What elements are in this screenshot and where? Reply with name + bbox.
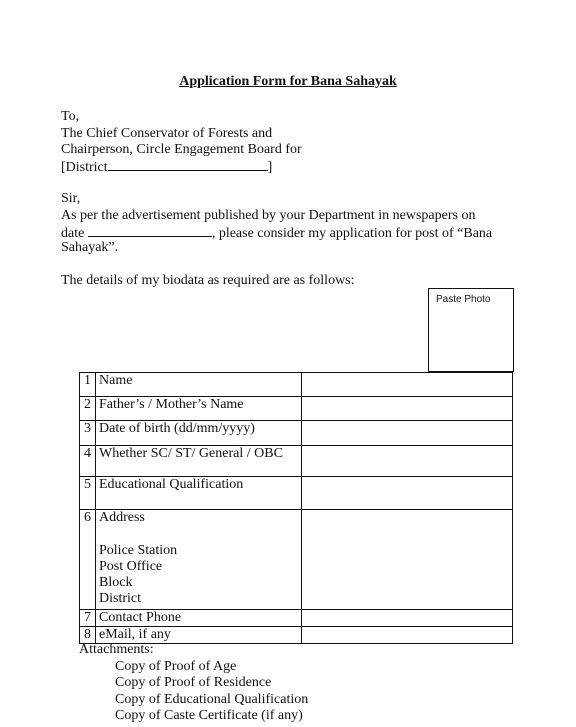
row-label: Educational Qualification xyxy=(96,477,302,510)
address-label: Address xyxy=(99,510,145,525)
dob-value-cell[interactable] xyxy=(302,421,513,446)
table-row xyxy=(80,397,513,421)
list-item: Copy of Proof of Age xyxy=(115,658,237,674)
table-row xyxy=(80,510,513,610)
row-number: 1 xyxy=(80,373,96,397)
qualification-value-cell[interactable] xyxy=(302,477,513,510)
address-to: To, xyxy=(61,109,80,124)
district-prefix: [District xyxy=(61,160,108,175)
table-row xyxy=(80,446,513,477)
body-date-line xyxy=(61,224,492,242)
row-label: Father’s / Mother’s Name xyxy=(96,397,302,421)
paste-photo-box[interactable] xyxy=(428,288,514,372)
district-blank[interactable] xyxy=(108,158,268,171)
post-office-label: Post Office xyxy=(99,559,163,574)
table-row xyxy=(80,373,513,397)
district-suffix: ] xyxy=(267,160,273,175)
row-number: 2 xyxy=(80,397,96,421)
body-line-3: Sahayak”. xyxy=(61,240,119,255)
table-row xyxy=(80,610,513,627)
category-value-cell[interactable] xyxy=(302,446,513,477)
phone-value-cell[interactable] xyxy=(302,610,513,627)
parent-name-value-cell[interactable] xyxy=(302,397,513,421)
date-prefix: date xyxy=(61,226,85,241)
details-intro: The details of my biodata as required are as follows: xyxy=(61,273,355,288)
row-number: 3 xyxy=(80,421,96,446)
salutation: Sir, xyxy=(61,191,81,206)
row-number: 6 xyxy=(80,510,96,610)
attachments-heading: Attachments: xyxy=(79,642,154,657)
row-label: Contact Phone xyxy=(96,610,302,627)
date-blank[interactable] xyxy=(88,224,212,237)
date-suffix: , please consider my application for post of “Bana xyxy=(211,226,493,241)
row-number: 7 xyxy=(80,610,96,627)
row-label: Date of birth (dd/mm/yyyy) xyxy=(96,421,302,446)
row-number: 4 xyxy=(80,446,96,477)
address-line-2: Chairperson, Circle Engagement Board for xyxy=(61,142,302,157)
table-row xyxy=(80,421,513,446)
block-label: Block xyxy=(99,575,133,590)
form-title: Application Form for Bana Sahayak xyxy=(179,74,397,89)
row-number: 8 xyxy=(80,627,96,644)
table-row xyxy=(80,627,513,644)
row-label xyxy=(96,510,302,610)
address-line-1: The Chief Conservator of Forests and xyxy=(61,126,273,141)
body-line-1: As per the advertisement published by your Department in newspapers on xyxy=(61,208,476,223)
address-value-cell[interactable] xyxy=(302,510,513,610)
row-label: Name xyxy=(96,373,302,397)
attachments-section xyxy=(79,642,308,725)
row-number: 5 xyxy=(80,477,96,510)
list-item: Copy of Educational Qualification xyxy=(115,691,309,707)
row-label: eMail, if any xyxy=(96,627,302,644)
biodata-table xyxy=(79,372,513,644)
row-label: Whether SC/ ST/ General / OBC xyxy=(96,446,302,477)
police-station-label: Police Station xyxy=(99,543,178,558)
name-value-cell[interactable] xyxy=(302,373,513,397)
photo-label: Paste Photo xyxy=(436,294,491,305)
table-row xyxy=(80,477,513,510)
list-item: Copy of Caste Certificate (if any) xyxy=(115,708,303,723)
email-value-cell[interactable] xyxy=(302,627,513,644)
list-item: Copy of Proof of Residence xyxy=(115,675,272,690)
address-district-line xyxy=(61,158,272,176)
district-label: District xyxy=(99,591,141,606)
